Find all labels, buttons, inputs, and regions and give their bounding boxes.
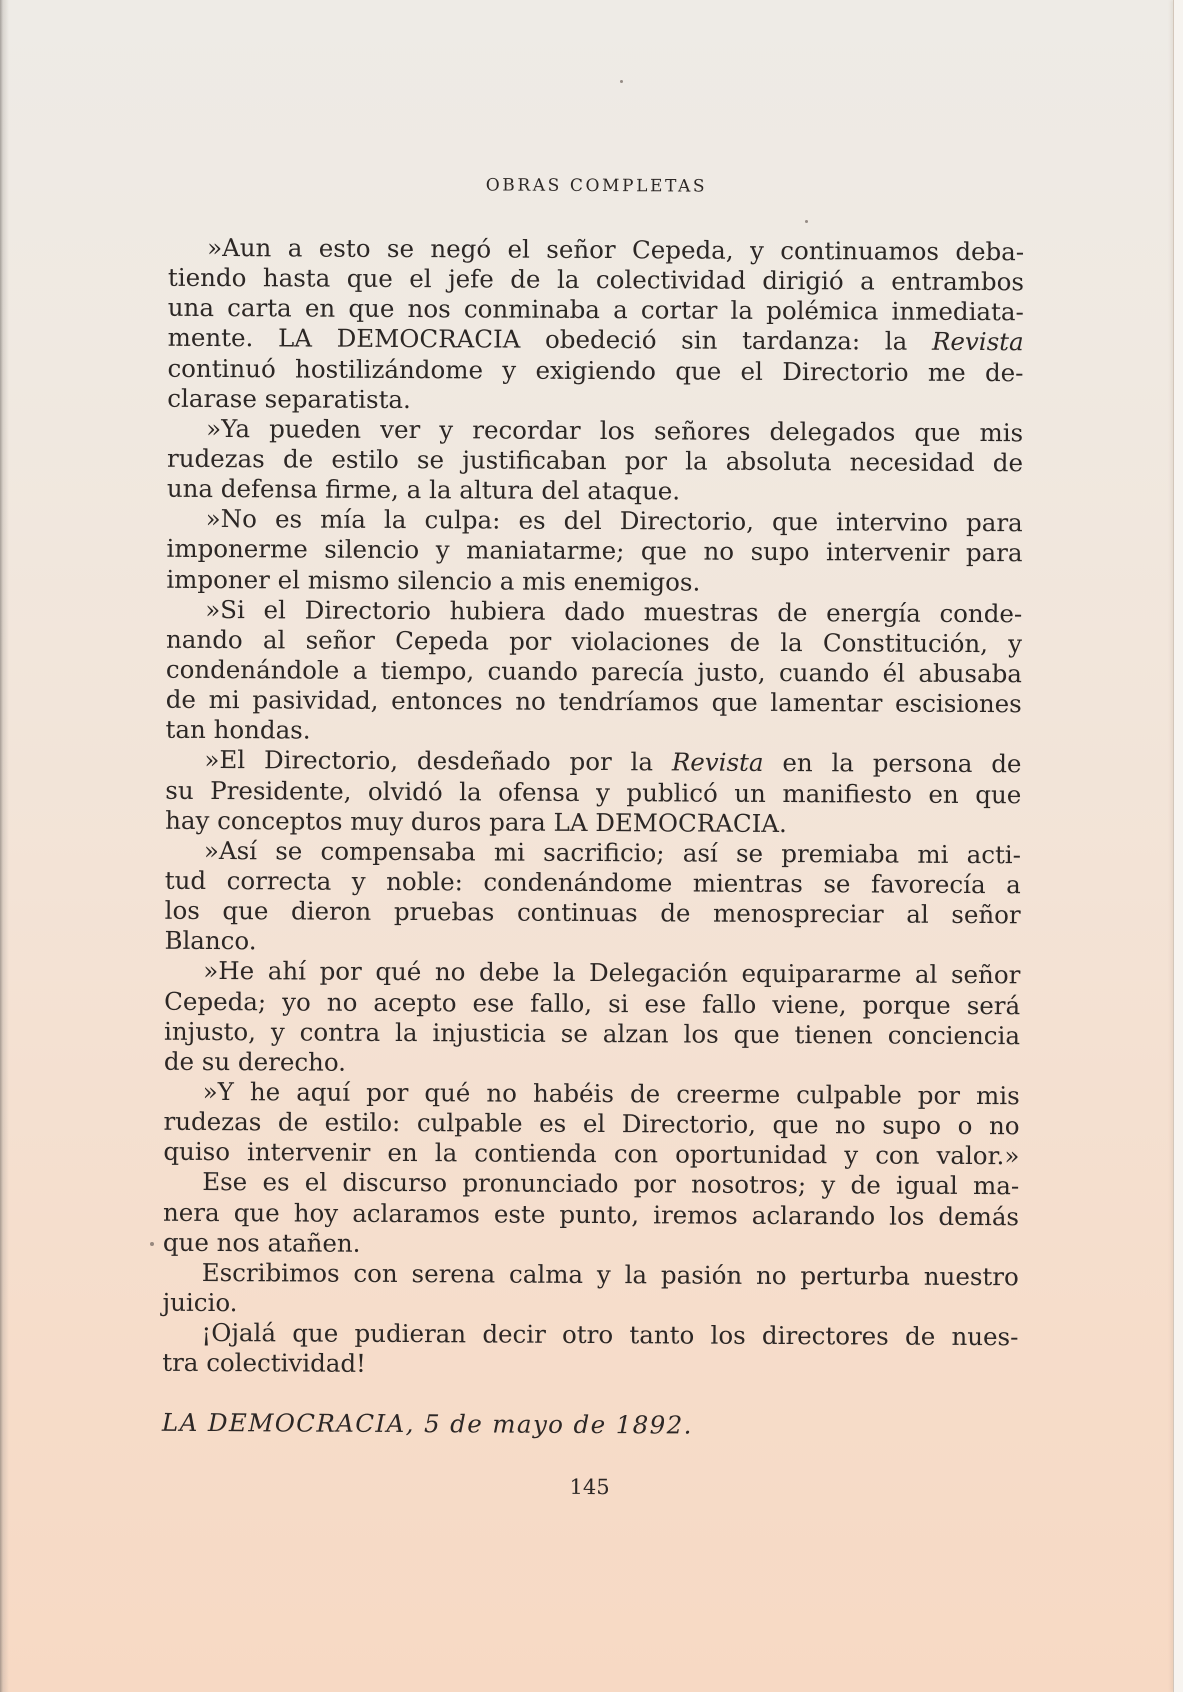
- text-line: de mi pasividad, entonces no tendríamos que lamentar escisiones: [165, 684, 1022, 719]
- text-line: una defensa firme, a la altura del ataque.: [166, 473, 681, 506]
- text-segment: en la persona de: [782, 748, 1022, 779]
- text-line: clarase separatista.: [167, 383, 411, 414]
- periodical-title: Revista: [931, 327, 1024, 357]
- text-line: »No es mía la culpa: es del Directorio, que intervino para: [205, 504, 1023, 538]
- text-line: injusto, y contra la injusticia se alzan los que tienen conciencia: [163, 1016, 1021, 1050]
- text-line: imponer el mismo silencio a mis enemigos.: [166, 564, 701, 597]
- paragraph: [167, 233, 1024, 418]
- text-line: »He ahí por qué no debe la Delegación equipararme al señor: [203, 956, 1021, 990]
- running-head: OBRAS COMPLETAS: [485, 175, 708, 197]
- text-line: una carta en que nos conminaba a cortar la polémica inmediata-: [167, 293, 1024, 327]
- paragraph: [163, 1077, 1019, 1172]
- paragraph: [164, 836, 1021, 961]
- body-text: [162, 233, 1024, 1383]
- text-line: juicio.: [162, 1287, 238, 1318]
- page-number: 145: [569, 1474, 610, 1500]
- paragraph: [163, 1258, 1019, 1323]
- text-line: tan hondas.: [165, 715, 311, 745]
- text-line: [168, 323, 1024, 358]
- text-line: Blanco.: [164, 926, 257, 956]
- text-line: Ese es el discurso pronunciado por nosotros; y de igual ma-: [202, 1167, 1020, 1201]
- text-line: rudezas de estilo: culpable es el Directorio, que no supo o no: [163, 1106, 1020, 1141]
- text-line: nando al señor Cepeda por violaciones de la Constitución, y: [166, 624, 1023, 659]
- text-line: nera que hoy aclaramos este punto, iremos aclarando los demás: [163, 1197, 1020, 1231]
- text-line: quiso intervenir en la contienda con oportunidad y con valor.»: [163, 1136, 1020, 1171]
- paragraph: [165, 745, 1021, 840]
- paragraph: [164, 956, 1021, 1081]
- paragraph: [166, 504, 1022, 599]
- text-line: tra colectividad!: [162, 1347, 367, 1379]
- text-line: tud correcta y noble: condenándome mientras se favorecía a: [164, 865, 1021, 900]
- text-line: imponerme silencio y maniatarme; que no supo intervenir para: [166, 534, 1023, 568]
- text-line: ¡Ojalá que pudieran decir otro tanto los directores de nues-: [201, 1318, 1019, 1352]
- text-line: de su derecho.: [163, 1046, 347, 1077]
- text-line: Cepeda; yo no acepto ese fallo, si ese fallo viene, porque será: [164, 986, 1021, 1020]
- text-segment: mente. LA DEMOCRACIA obedeció sin tardanza: la: [167, 323, 908, 357]
- text-line: hay conceptos muy duros para LA DEMOCRACIA.: [165, 805, 787, 838]
- paragraph: [166, 594, 1023, 749]
- text-line: condenándole a tiempo, cuando parecía justo, cuando él abusaba: [165, 654, 1022, 689]
- text-line: los que dieron pruebas continuas de menospreciar al señor: [164, 895, 1021, 930]
- text-line: [165, 745, 1021, 780]
- text-line: tiendo hasta que el jefe de la colectividad dirigió a entrambos: [167, 262, 1025, 297]
- text-line: su Presidente, olvidó la ofensa y publicó un manifiesto en que: [165, 775, 1022, 809]
- text-line: rudezas de estilo se justificaban por la absoluta necesidad de: [166, 443, 1024, 478]
- text-line: »Y he aquí por qué no habéis de creerme culpable por mis: [202, 1076, 1020, 1111]
- text-line: continuó hostilizándome y exigiendo que el Directorio me de-: [167, 353, 1024, 387]
- source-citation: LA DEMOCRACIA, 5 de mayo de 1892.: [161, 1407, 693, 1440]
- paragraph: [163, 1167, 1019, 1262]
- text-line: »Ya pueden ver y recordar los señores delegados que mis: [206, 413, 1024, 448]
- text-line: »Si el Directorio hubiera dado muestras de energía conde-: [205, 594, 1023, 628]
- paragraph: [162, 1318, 1018, 1383]
- text-line: »Así se compensaba mi sacrificio; así se premiaba mi acti-: [203, 835, 1022, 870]
- periodical-title: Revista: [671, 747, 764, 778]
- text-line: que nos atañen.: [162, 1227, 361, 1258]
- paragraph: [167, 414, 1023, 509]
- text-line: »Aun a esto se negó el señor Cepeda, y continuamos deba-: [207, 232, 1025, 267]
- text-line: Escribimos con serena calma y la pasión no perturba nuestro: [201, 1257, 1019, 1292]
- text-segment: »El Directorio, desdeñado por la: [204, 745, 654, 777]
